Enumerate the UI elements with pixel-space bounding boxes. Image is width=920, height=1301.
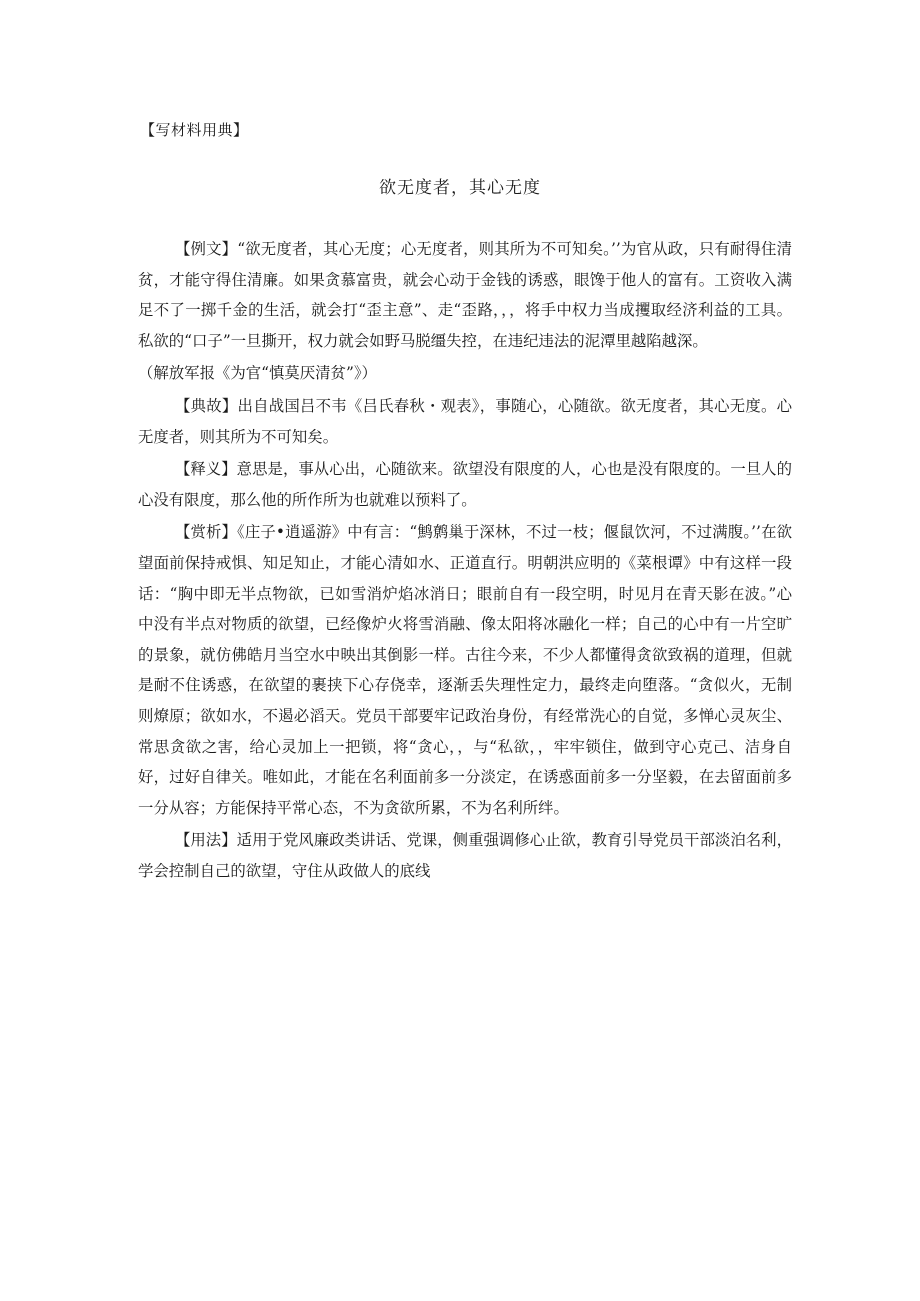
paragraph-label: 【典故】 <box>174 396 238 415</box>
paragraph-label: 【释义】 <box>174 460 237 479</box>
body-text <box>138 234 792 888</box>
paragraph-usage <box>138 825 792 886</box>
paragraph-source <box>138 358 792 389</box>
paragraph-appreciation <box>138 517 792 823</box>
paragraph-text: 出自战国吕不韦《吕氏春秋・观表》，事随心，心随欲。欲无度者，其心无度。心无度者，则其所为不可知矣。 <box>138 396 792 446</box>
paragraph-text: 意思是，事从心出，心随欲来。欲望没有限度的人，心也是没有限度的。一旦人的心没有限度，那么他的所作所为也就难以预料了。 <box>138 460 792 509</box>
paragraph-text: 《庄子•逍遥游》中有言：“鹪鹩巢于深林，不过一枝；偃鼠饮河，不过满腹。’’在欲望面前保持戒惧、知足知止，才能心清如水、正道直行。明朝洪应明的《菜根谭》中有这样一段话：“胸中即无半点物欲，已如雪消炉焰冰消日；眼前自有一段空明，时见月在青天影在波。”心中没有半点对物质的欲望，已经像炉火将雪消融、像太阳将冰融化一样；自己的心中有一片空旷的景象，就仿佛皓月当空水中映出其倒影一样。古往今来，不少人都懂得贪欲致祸的道理，但就是耐不住诱惑，在欲望的裹挟下心存侥幸，逐渐丢失理性定力，最终走向堕落。“贪似火，无制则燎原；欲如水，不遏必滔天。党员干部要牢记政治身份，有经常洗心的自觉，多惮心灵灰尘、常思贪欲之害，给心灵加上一把锁，将“贪心，，与“私欲，，牢牢锁住，做到守心克己、洁身自好，过好自律关。唯如此，才能在名利面前多一分淡定，在诱惑面前多一分坚毅，在去留面前多一分从容；方能保持平常心态，不为贪欲所累，不为名利所绊。 <box>138 523 792 817</box>
paragraph-label: 【用法】 <box>174 831 237 850</box>
paragraph-text: “欲无度者，其心无度；心无度者，则其所为不可知矣。’’为官从政，只有耐得住清贫，才能守得住清廉。如果贪慕富贵，就会心动于金钱的诱惑，眼馋于他人的富有。工资收入满足不了一掷千金的生活，就会打“歪主意”、走“歪路，，，将手中权力当成攫取经济利益的工具。私欲的“口子”一旦撕开，权力就会如野马脱缰失控，在违纪违法的泥潭里越陷越深。 <box>138 240 792 350</box>
paragraph-label: 【例文】 <box>174 240 238 258</box>
paragraph-text: （解放军报《为官“慎莫厌清贫”》） <box>138 364 377 383</box>
paragraph-example <box>138 234 792 356</box>
paragraph-text: 适用于党风廉政类讲话、党课，侧重强调修心止欲，教育引导党员干部淡泊名利，学会控制自己的欲望，守住从政做人的底线 <box>138 831 792 880</box>
section-tag: 【写材料用典】 <box>140 121 249 139</box>
paragraph-explanation <box>138 454 792 515</box>
page-title: 欲无度者，其心无度 <box>379 178 541 198</box>
paragraph-allusion <box>138 391 792 452</box>
paragraph-label: 【赏析】 <box>174 523 238 542</box>
